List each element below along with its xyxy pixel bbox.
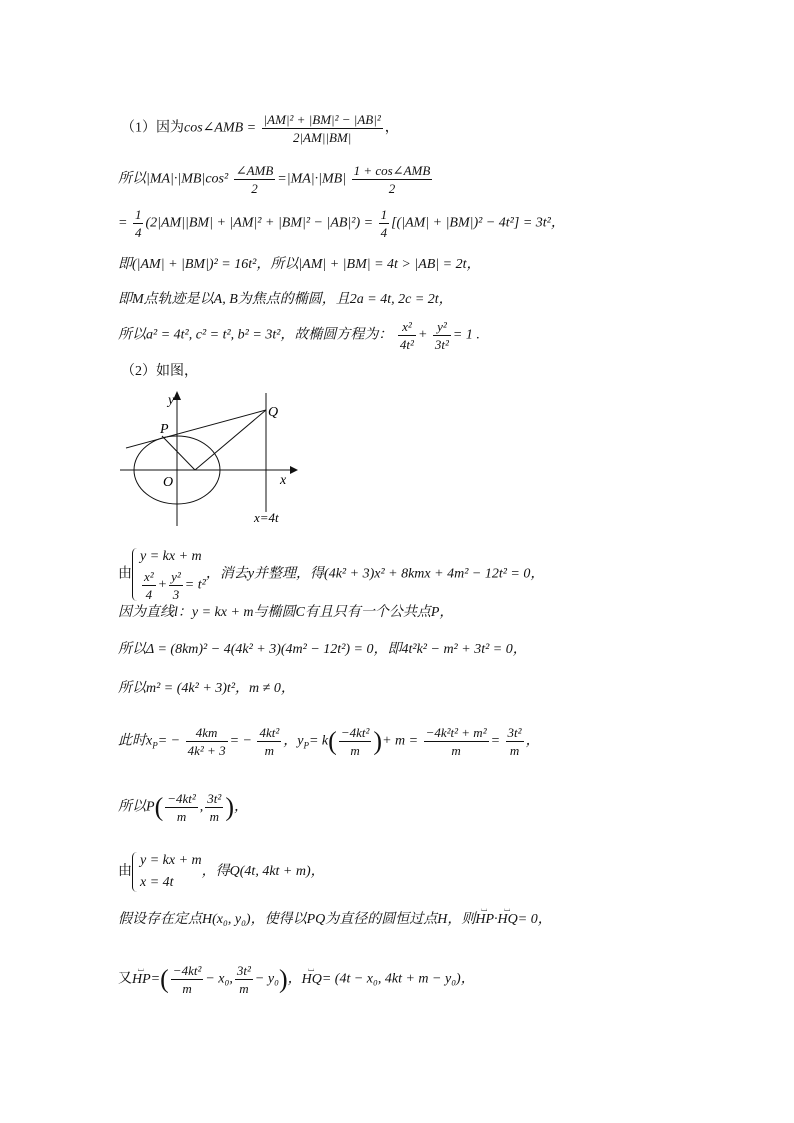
l6-f1-den: 4t² bbox=[399, 337, 414, 352]
l6-end: = 1 . bbox=[452, 327, 480, 343]
l6-plus: + bbox=[417, 327, 428, 343]
xp-f2-den: m bbox=[257, 741, 281, 759]
part2-system2 bbox=[118, 850, 325, 894]
yp-e: ， bbox=[525, 733, 540, 749]
sys1-f2 bbox=[169, 568, 183, 603]
hp-f1 bbox=[171, 962, 204, 997]
l2-b: =|MA|·|MB| bbox=[277, 171, 347, 187]
vector-hp-2: ⌴ HP bbox=[132, 970, 151, 990]
cos-num: |AM|² + |BM|² − |AB|² bbox=[263, 112, 381, 127]
xp-sub: P bbox=[152, 740, 158, 751]
yp-f3-den: m bbox=[506, 741, 524, 759]
l3-end: [(|AM| + |BM|)² − 4t²] = 3t²， bbox=[391, 215, 565, 231]
vector-hq-2: ⌴ HQ bbox=[302, 970, 322, 990]
xp-yp-line bbox=[118, 724, 540, 759]
l3-q1 bbox=[133, 206, 144, 241]
hp-paren-open: ( bbox=[160, 964, 169, 994]
xp-f2 bbox=[257, 724, 281, 759]
hp-b: = bbox=[150, 971, 161, 987]
segment-hq bbox=[195, 410, 266, 470]
vectors-line bbox=[118, 962, 475, 997]
label-q: Q bbox=[268, 405, 279, 420]
p-f1-num: −4kt² bbox=[167, 791, 196, 806]
yp-f2-den: m bbox=[424, 741, 489, 759]
yp-sub: P bbox=[303, 740, 309, 751]
sys1-row1: y = kx + m bbox=[140, 549, 202, 564]
yp-f1-num: −4kt² bbox=[340, 725, 370, 740]
l2-frac2-num: 1 + cos∠AMB bbox=[353, 163, 431, 178]
sys1-row2 bbox=[140, 568, 206, 603]
part1-label: （1）因为 bbox=[121, 120, 184, 136]
point-p-line bbox=[118, 790, 248, 825]
sys2-row2: x = 4t bbox=[140, 875, 174, 890]
hp-f1-den: m bbox=[171, 979, 204, 997]
hp-a: 又 bbox=[118, 971, 132, 987]
l6-f2-den: 3t² bbox=[434, 337, 449, 352]
yp-f3 bbox=[506, 724, 524, 759]
l3-q2-den: 4 bbox=[380, 225, 388, 240]
label-line-x4t: x=4t bbox=[254, 510, 279, 525]
part1-line5: 即M点轨迹是以A, B为焦点的椭圆，且2a = 4t, 2c = 2t， bbox=[118, 292, 453, 307]
xp-f1-den: 4k² + 3 bbox=[187, 743, 226, 758]
l2-frac1-den: 2 bbox=[234, 179, 276, 197]
part2-system1 bbox=[118, 546, 544, 603]
segment-ph bbox=[162, 436, 195, 470]
label-o: O bbox=[163, 475, 174, 490]
l3-q2 bbox=[379, 206, 390, 241]
sys1-row2-end: = t² bbox=[184, 577, 206, 593]
delta-line: 所以Δ = (8km)² − 4(4k² + 3)(4m² − 12t²) = 0，即4t²k² − m² + 3t² = 0， bbox=[118, 642, 527, 657]
vector-hp: ⌴ HP bbox=[475, 910, 494, 930]
sys1-after: ，消去y并整理，得(4k² + 3)x² + 8kmx + 4m² − 12t² = 0， bbox=[205, 566, 545, 582]
vector-hq: ⌴ HQ bbox=[498, 910, 518, 930]
sys1-f1-num: x² bbox=[144, 569, 154, 584]
x-axis-arrow bbox=[290, 466, 298, 474]
hypothesis-end: = 0， bbox=[517, 912, 552, 927]
hp-f2-den: m bbox=[235, 979, 253, 997]
p-paren-open: ( bbox=[154, 792, 164, 822]
xp-d: ，y bbox=[283, 733, 304, 749]
p-f1-den: m bbox=[165, 807, 198, 825]
l6-f2 bbox=[433, 318, 451, 353]
sys1-f1-den: 4 bbox=[142, 585, 156, 603]
hp-d: − y₀ bbox=[254, 971, 279, 987]
l6-f1 bbox=[398, 318, 416, 353]
xp-a: 此时x bbox=[118, 733, 153, 749]
part1-line3 bbox=[118, 206, 565, 241]
sys1-prefix: 由 bbox=[118, 566, 132, 582]
yp-f2 bbox=[424, 724, 489, 759]
hp-f1-num: −4kt² bbox=[172, 963, 202, 978]
yp-f2-num: −4k²t² + m² bbox=[425, 725, 487, 740]
l3-mid: (2|AM||BM| + |AM|² + |BM|² − |AB|²) = bbox=[145, 215, 374, 231]
paren-close: ) bbox=[373, 726, 383, 756]
l3-q1-num: 1 bbox=[134, 207, 142, 222]
p-a: 所以P bbox=[118, 799, 155, 815]
p-comma: , bbox=[199, 799, 204, 815]
yp-f1-den: m bbox=[339, 741, 372, 759]
yp-c: + m = bbox=[382, 733, 419, 749]
cos-den: 2|AM||BM| bbox=[262, 128, 383, 146]
p-f2 bbox=[205, 790, 223, 825]
hypothesis-line bbox=[118, 910, 552, 930]
yp-b: = k bbox=[308, 733, 329, 749]
system1-brace bbox=[132, 546, 206, 603]
yp-f3-num: 3t² bbox=[507, 725, 522, 740]
yp-f1 bbox=[339, 724, 372, 759]
p-f2-den: m bbox=[205, 807, 223, 825]
p-paren-close: ) bbox=[225, 792, 234, 822]
part2-label: （2）如图， bbox=[121, 364, 198, 379]
sys1-f1 bbox=[142, 568, 156, 603]
label-y: y bbox=[168, 393, 175, 408]
p-f2-num: 3t² bbox=[207, 791, 222, 806]
l6-f1-num: x² bbox=[402, 319, 412, 334]
hp-f2-num: 3t² bbox=[236, 963, 251, 978]
sys1-f2-den: 3 bbox=[169, 585, 183, 603]
part1-line2 bbox=[118, 162, 434, 197]
paren-open: ( bbox=[328, 726, 337, 756]
l3-q2-num: 1 bbox=[380, 207, 388, 222]
system2-brace bbox=[132, 850, 202, 894]
part1-line4: 即(|AM| + |BM|)² = 16t²，所以|AM| + |BM| = 4t > |AB| = 2t， bbox=[118, 257, 481, 272]
l3-q1-den: 4 bbox=[134, 225, 142, 240]
hp-paren-close: ) bbox=[278, 964, 288, 994]
p-end: ， bbox=[233, 799, 248, 815]
part1-line6 bbox=[118, 318, 480, 353]
cos-lhs: cos∠AMB = bbox=[184, 120, 257, 136]
l2-frac2 bbox=[352, 162, 433, 197]
l6-f2-num: y² bbox=[437, 319, 447, 334]
label-p: P bbox=[160, 422, 169, 437]
l2-frac2-den: 2 bbox=[352, 179, 433, 197]
tangent-line bbox=[126, 410, 266, 448]
sys2-prefix: 由 bbox=[118, 864, 132, 880]
yp-d: = bbox=[490, 733, 501, 749]
xp-c: = − bbox=[229, 733, 252, 749]
label-x: x bbox=[280, 473, 287, 488]
l2-a: 所以|MA|·|MB|cos² bbox=[118, 171, 229, 187]
l2-frac1 bbox=[234, 162, 276, 197]
hp-f2 bbox=[235, 962, 253, 997]
comma: ， bbox=[384, 120, 399, 136]
sys2-row1: y = kx + m bbox=[140, 853, 202, 868]
hypothesis-text: 假设存在定点H(x₀, y₀)，使得以PQ为直径的圆恒过点H，则 bbox=[118, 912, 476, 927]
hp-c: − x₀, bbox=[205, 971, 233, 987]
xp-f2-num: 4kt² bbox=[259, 725, 280, 740]
tangent-line-statement: 因为直线l：y = kx + m与椭圆C有且只有一个公共点P， bbox=[118, 605, 454, 620]
sys2-after: ，得Q(4t, 4kt + m)， bbox=[201, 864, 325, 880]
xp-b: = − bbox=[157, 733, 181, 749]
p-f1 bbox=[165, 790, 198, 825]
sys1-f2-num: y² bbox=[171, 569, 181, 584]
cos-fraction bbox=[262, 111, 383, 146]
dot: · bbox=[494, 912, 498, 927]
xp-f1 bbox=[186, 724, 228, 759]
sys1-plus: + bbox=[157, 577, 168, 593]
hp-e: ， bbox=[287, 971, 302, 987]
l6-a: 所以a² = 4t², c² = t², b² = 3t²，故椭圆方程为： bbox=[118, 327, 393, 343]
m-squared-line: 所以m² = (4k² + 3)t²，m ≠ 0， bbox=[118, 681, 295, 696]
l3-eq: = bbox=[118, 215, 128, 231]
l2-frac1-num: ∠AMB bbox=[235, 163, 274, 178]
part1-line1 bbox=[121, 111, 399, 146]
ellipse-figure bbox=[118, 388, 298, 528]
xp-f1-num: 4km bbox=[195, 725, 218, 740]
hq-b: = (4t − x₀, 4kt + m − y₀)， bbox=[321, 971, 475, 987]
